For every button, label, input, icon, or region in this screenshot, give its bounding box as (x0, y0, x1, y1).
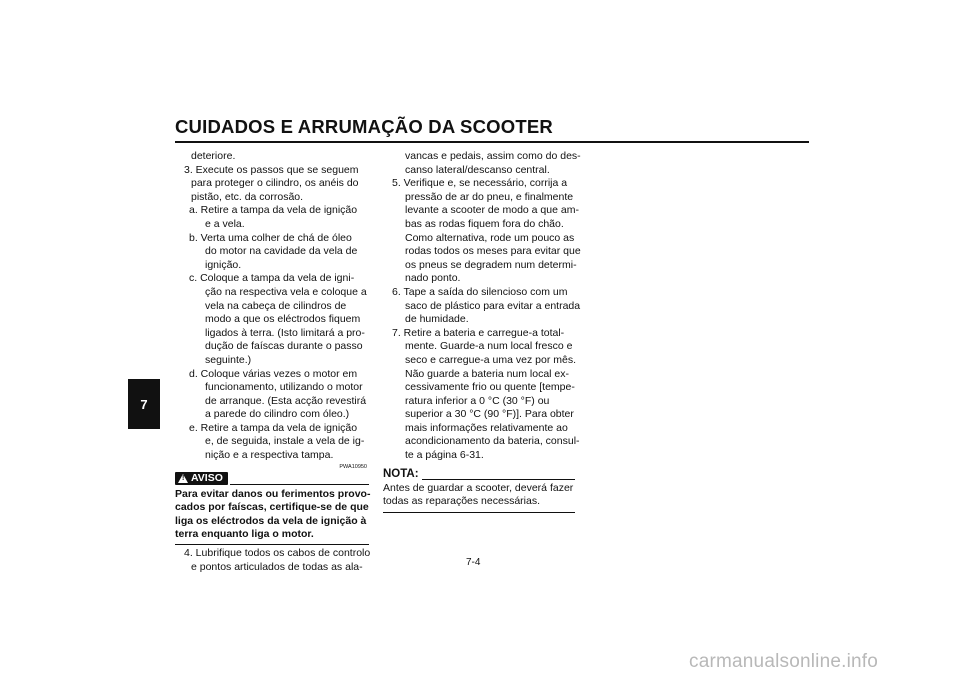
sub-item-e: e. Retire a tampa da vela de ignição (189, 421, 358, 434)
text-line: Não guarde a bateria num local ex- (405, 367, 570, 380)
page-number: 7-4 (466, 557, 481, 568)
warning-end-rule (175, 544, 369, 545)
text-line: e pontos articulados de todas as ala- (191, 560, 363, 573)
list-item-3: 3. Execute os passos que se seguem (184, 163, 359, 176)
text-line: bas as rodas fiquem fora do chão. (405, 217, 564, 230)
text-line: saco de plástico para evitar a entrada (405, 299, 581, 312)
text-line: nado ponto. (405, 272, 461, 285)
sub-item-c: c. Coloque a tampa da vela de igni- (189, 272, 355, 285)
text-line: ignição. (205, 258, 242, 271)
text-line: do motor na cavidade da vela de (205, 245, 358, 258)
list-item-4: 4. Lubrifique todos os cabos de controlo (184, 547, 371, 560)
text-line: e a vela. (205, 217, 245, 230)
right-column (383, 150, 581, 513)
warning-line: cados por faíscas, certifique-se de que (175, 501, 369, 514)
warning-line: terra enquanto liga o motor. (175, 528, 314, 541)
text-line: superior a 30 °C (90 °F)]. Para obter (405, 408, 574, 421)
sub-item-b: b. Verta uma colher de chá de óleo (189, 231, 352, 244)
text-line: de arranque. (Esta acção revestirá (205, 394, 367, 407)
text-line: ção na respectiva vela e coloque a (205, 285, 367, 298)
chapter-tab: 7 (128, 379, 160, 429)
warning-badge (175, 472, 228, 485)
text-line: rodas todos os meses para evitar que (405, 245, 581, 258)
text-line: Como alternativa, rode um pouco as (405, 231, 575, 244)
list-item-7: 7. Retire a bateria e carregue-a total- (392, 326, 565, 339)
sub-item-a: a. Retire a tampa da vela de ignição (189, 204, 358, 217)
text-line: ligados à terra. (Isto limitará a pro- (205, 326, 365, 339)
text-line: dução de faíscas durante o passo (205, 340, 363, 353)
text-line: seguinte.) (205, 353, 252, 366)
note-end-rule (383, 512, 575, 513)
text-line: vancas e pedais, assim como do des- (405, 150, 581, 162)
warning-rule (230, 484, 369, 485)
note-rule (422, 479, 575, 480)
text-line: de humidade. (405, 313, 469, 326)
text-line: cessivamente frio ou quente [tempe- (405, 381, 575, 394)
left-column (175, 150, 369, 574)
text-line: e, de seguida, instale a vela de ig- (205, 435, 365, 448)
title-underline (175, 141, 809, 143)
note-line: Antes de guardar a scooter, deverá fazer (383, 481, 574, 494)
text-line: te a página 6-31. (405, 449, 484, 462)
note-line: todas as reparações necessárias. (383, 495, 541, 508)
text-line: seco e carregue-a uma vez por mês. (405, 353, 576, 366)
text-line: pistão, etc. da corrosão. (191, 190, 304, 203)
text-line: ratura inferior a 0 °C (30 °F) ou (405, 394, 550, 407)
warning-text (175, 488, 369, 542)
text-line: pressão de ar do pneu, e finalmente (405, 190, 574, 203)
text-line: canso lateral/descanso central. (405, 163, 550, 176)
text-line: levante a scooter de modo a que am- (405, 204, 579, 217)
warning-line: Para evitar danos ou ferimentos provo- (175, 487, 371, 500)
text-line: vela na cabeça de cilindros de (205, 299, 347, 312)
text-line: os pneus se degradem num determi- (405, 258, 577, 271)
list-item-6: 6. Tape a saída do silencioso com um (392, 285, 568, 298)
text-line: deteriore. (191, 150, 236, 162)
warning-label: AVISO (191, 471, 223, 484)
sub-item-d: d. Coloque várias vezes o motor em (189, 367, 358, 380)
text-line: mente. Guarde-a num local fresco e (405, 340, 573, 353)
warning-header (175, 471, 369, 485)
page-title: CUIDADOS E ARRUMAÇÃO DA SCOOTER (175, 116, 553, 137)
watermark: carmanualsonline.info (689, 651, 879, 672)
list-item-5: 5. Verifique e, se necessário, corrija a (392, 177, 568, 190)
note-label: NOTA: (383, 468, 419, 481)
text-line: funcionamento, utilizando o motor (205, 381, 363, 394)
note-header (383, 468, 575, 482)
text-line: para proteger o cilindro, os anéis do (191, 177, 359, 190)
warning-triangle-icon: ! (178, 474, 188, 483)
warning-line: liga os eléctrodos da vela de ignição à (175, 514, 367, 527)
text-line: mais informações relativamente ao (405, 421, 568, 434)
warning-code: PWA10950 (339, 463, 367, 470)
text-line: modo a que os eléctrodos fiquem (205, 313, 361, 326)
text-line: a parede do cilindro com óleo.) (205, 408, 350, 421)
text-line: acondicionamento da bateria, consul- (405, 435, 580, 448)
text-line: nição e a respectiva tampa. (205, 449, 334, 462)
